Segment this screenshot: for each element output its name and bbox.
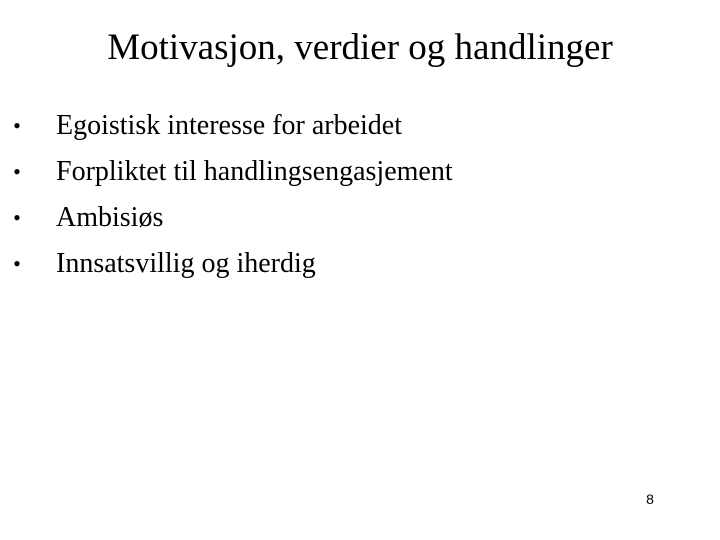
bullet-text: Ambisiøs <box>56 202 164 233</box>
bullet-text: Forpliktet til handlingsengasjement <box>56 156 453 187</box>
bullet-icon: • <box>13 113 21 138</box>
bullet-icon: • <box>13 159 21 184</box>
slide-title: Motivasjon, verdier og handlinger <box>107 27 613 68</box>
bullet-icon: • <box>13 251 21 276</box>
bullet-text: Egoistisk interesse for arbeidet <box>56 110 403 141</box>
bullet-text: Innsatsvillig og iherdig <box>56 248 316 279</box>
bullet-icon: • <box>13 205 21 230</box>
page-number: 8 <box>646 491 654 507</box>
